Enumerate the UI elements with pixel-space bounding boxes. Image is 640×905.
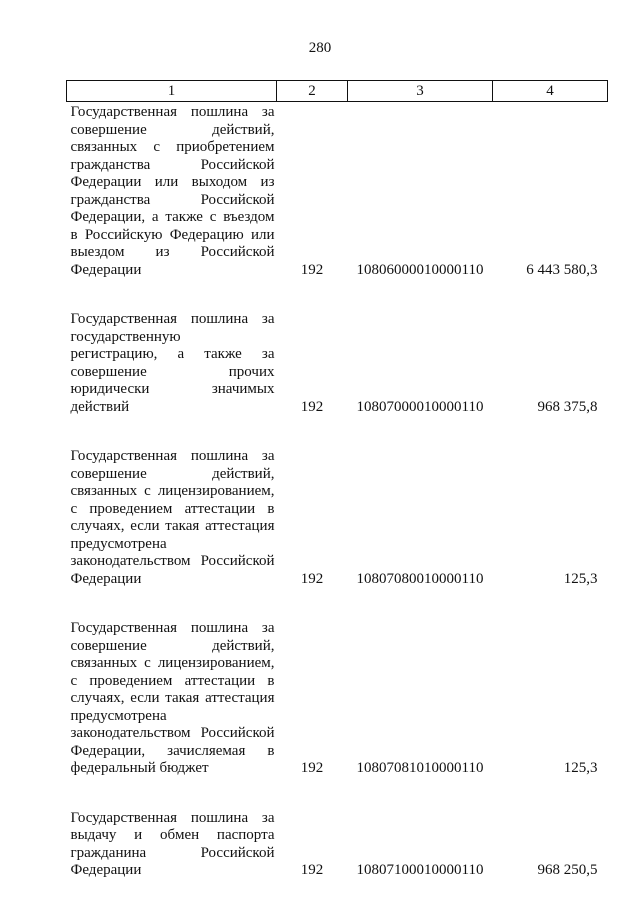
description-line: с проведением аттестации в [70,672,275,689]
row-budget-code: 10806000010000110 [356,261,484,278]
description-line: в Российскую Федерацию или [70,226,275,243]
description-line: Федерации [70,862,142,878]
table-row [67,810,608,880]
table-row [67,102,608,280]
description-line: совершение действий, [70,637,275,654]
description-line: случаях, если такая аттестация [70,690,275,706]
row-admin-code: 192 [300,570,324,587]
description-line: совершение прочих [70,363,275,380]
description-line: выездом из Российской [70,244,275,260]
row-admin-code: 192 [300,862,324,878]
description-line: случаях, если такая аттестация [70,518,275,534]
description-line: юридически значимых [70,381,275,397]
row-amount: 125,3 [563,570,598,587]
column-header-4: 4 [493,81,608,102]
description-line: гражданства Российской [70,191,275,208]
description-line: регистрацию, а также за [70,346,275,362]
row-budget-code: 10807000010000110 [356,398,484,415]
row-description [67,448,277,588]
description-line: предусмотрена [70,707,167,724]
description-line: связанных с лицензированием, [70,483,275,499]
description-line: с проведением аттестации в [70,500,275,517]
description-line: Государственная пошлина за [70,311,275,327]
description-line: гражданства Российской [70,156,275,173]
page-number: 280 [308,40,332,56]
row-amount: 968 250,5 [537,862,598,878]
row-spacer [67,416,608,448]
row-spacer-cell [67,279,608,311]
row-admin-code: 192 [300,398,324,415]
description-line: Федерации или выходом из [70,174,275,190]
row-budget-code: 10807100010000110 [356,862,484,878]
description-line: совершение действий, [70,465,275,482]
column-header-2: 2 [277,81,348,102]
description-line: связанных с приобретением [70,139,275,155]
row-spacer [67,588,608,620]
description-line: Федерации, а также с въездом [70,209,275,225]
column-header-1: 1 [67,81,277,102]
table-header [67,81,608,102]
description-line: Государственная пошлина за [70,809,275,826]
row-spacer [67,279,608,311]
table-row [67,620,608,778]
row-admin-code: 192 [300,760,324,776]
row-amount: 968 375,8 [537,398,598,415]
description-line: совершение действий, [70,121,275,138]
row-spacer-cell [67,416,608,448]
row-description [67,810,277,880]
row-spacer-cell [67,588,608,620]
table-body [67,102,608,880]
description-line: законодательством Российской [70,553,275,569]
row-spacer-cell [67,778,608,810]
table-row [67,311,608,416]
description-line: выдачу и обмен паспорта [70,827,275,843]
description-line: Федерации [70,261,142,278]
row-amount: 6 443 580,3 [526,261,598,278]
description-line: федеральный бюджет [70,760,209,776]
description-line: Федерации, зачисляемая в [70,742,275,759]
description-line: Государственная пошлина за [70,448,275,464]
description-line: Государственная пошлина за [70,620,275,636]
row-amount: 125,3 [563,760,598,776]
description-line: Федерации [70,570,142,587]
row-budget-code: 10807080010000110 [356,570,484,587]
description-line: гражданина Российской [70,844,275,861]
description-line: государственную [70,328,181,345]
row-description [67,311,277,416]
description-line: предусмотрена [70,535,167,552]
column-header-3: 3 [348,81,493,102]
table-row [67,448,608,588]
row-spacer [67,778,608,810]
description-line: законодательством Российской [70,725,275,741]
description-line: связанных с лицензированием, [70,655,275,671]
row-budget-code: 10807081010000110 [356,760,484,776]
budget-table [66,80,608,880]
row-description [67,620,277,778]
row-admin-code: 192 [300,261,324,278]
row-description [67,102,277,280]
description-line: Государственная пошлина за [70,104,275,120]
description-line: действий [70,398,130,415]
